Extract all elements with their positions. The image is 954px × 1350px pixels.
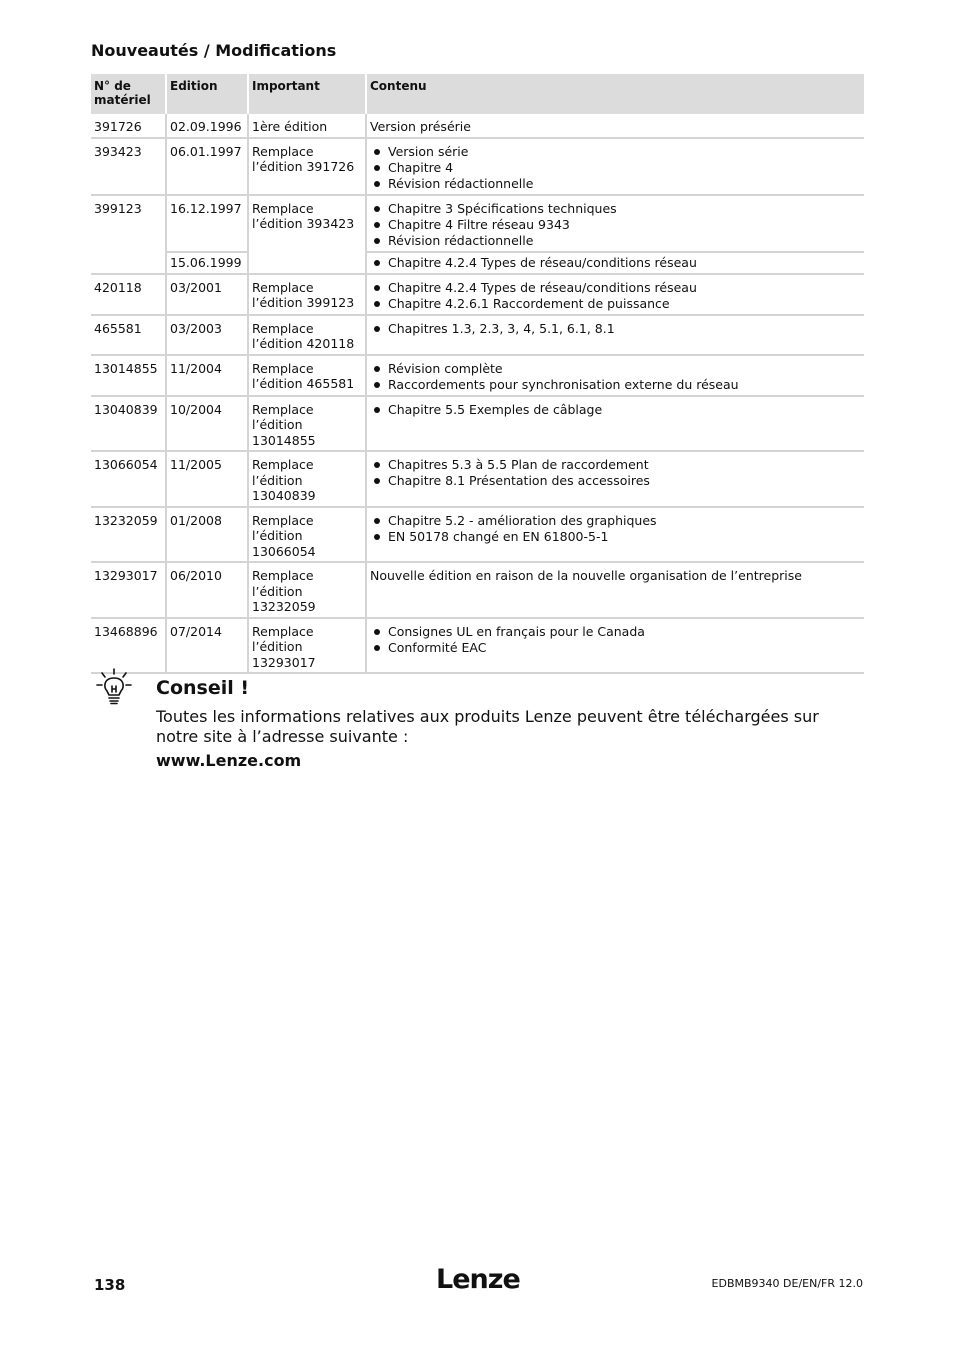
edition-cell: 03/2001 (167, 275, 249, 314)
bullet-item: EN 50178 changé en EN 61800-5-1 (370, 529, 861, 545)
content-text: Version présérie (370, 119, 471, 134)
bullet-item: Révision complète (370, 361, 861, 377)
content-cell (367, 114, 864, 137)
important-cell: Remplace l’édition 13066054 (249, 508, 367, 562)
header-material: N° de matériel (91, 74, 167, 114)
edition-cell: 10/2004 (167, 397, 249, 451)
content-cell (367, 397, 864, 451)
bullet-item: Chapitre 4 Filtre réseau 9343 (370, 217, 861, 233)
important-cell: Remplace l’édition 13293017 (249, 619, 367, 673)
lenze-logo: Lenze (436, 1264, 520, 1295)
bullet-list (370, 513, 861, 545)
bullet-list (370, 361, 861, 393)
content-cell (367, 275, 864, 314)
table-row (91, 196, 864, 275)
table-row (91, 452, 864, 508)
important-cell: Remplace l’édition 13232059 (249, 563, 367, 617)
material-number-cell: 399123 (91, 196, 167, 251)
edition-cell: 02.09.1996 (167, 114, 249, 137)
material-number-cell: 13232059 (91, 508, 167, 562)
bullet-item: Chapitres 5.3 à 5.5 Plan de raccordement (370, 457, 861, 473)
bullet-list (370, 624, 861, 656)
bullet-item: Chapitre 4.2.4 Types de réseau/conditions réseau (370, 255, 861, 271)
table-row-main (91, 508, 864, 564)
tip-text: Toutes les informations relatives aux produits Lenze peuvent être téléchargées sur notre site à l’adresse suivante : (156, 707, 819, 746)
bullet-item: Chapitres 1.3, 2.3, 3, 4, 5.1, 6.1, 8.1 (370, 321, 861, 337)
document-reference: EDBMB9340 DE/EN/FR 12.0 (711, 1277, 863, 1290)
material-number-cell: 13293017 (91, 563, 167, 617)
table-row (91, 356, 864, 397)
bullet-item: Chapitre 4 (370, 160, 861, 176)
content-cell (367, 619, 864, 673)
table-header-row (91, 74, 864, 114)
table-row (91, 397, 864, 453)
table-subrow (91, 251, 864, 275)
bullet-item: Chapitre 5.5 Exemples de câblage (370, 402, 861, 418)
lightbulb-icon (96, 668, 132, 706)
edition-cell: 16.12.1997 (167, 196, 249, 251)
table-row-main (91, 139, 864, 196)
important-cell: Remplace l’édition 393423 (249, 196, 367, 251)
edition-cell: 03/2003 (167, 316, 249, 354)
material-number-cell: 420118 (91, 275, 167, 314)
content-cell (367, 563, 864, 617)
edition-cell: 11/2005 (167, 452, 249, 506)
table-row (91, 275, 864, 316)
important-cell: Remplace l’édition 13040839 (249, 452, 367, 506)
important-cell: Remplace l’édition 391726 (249, 139, 367, 194)
table-row-main (91, 619, 864, 675)
bullet-item: Consignes UL en français pour le Canada (370, 624, 861, 640)
bullet-item: Conformité EAC (370, 640, 861, 656)
content-cell (367, 508, 864, 562)
lenze-website-link[interactable]: www.Lenze.com (156, 751, 302, 770)
important-cell: Remplace l’édition 399123 (249, 275, 367, 314)
table-row-main (91, 114, 864, 139)
content-cell (367, 452, 864, 506)
edition-cell: 06/2010 (167, 563, 249, 617)
edition-cell: 06.01.1997 (167, 139, 249, 194)
important-cell: Remplace l’édition 13014855 (249, 397, 367, 451)
table-row (91, 563, 864, 619)
table-row-main (91, 452, 864, 508)
header-important: Important (249, 74, 367, 114)
material-number-cell (91, 251, 167, 273)
page-number: 138 (94, 1276, 126, 1294)
important-cell (249, 251, 367, 273)
content-cell (367, 356, 864, 395)
table-row (91, 316, 864, 356)
bullet-list (370, 255, 861, 271)
bullet-item: Chapitre 5.2 - amélioration des graphiques (370, 513, 861, 529)
content-cell (367, 139, 864, 194)
bullet-item: Chapitre 8.1 Présentation des accessoires (370, 473, 861, 489)
material-number-cell: 465581 (91, 316, 167, 354)
material-number-cell: 13040839 (91, 397, 167, 451)
content-text: Nouvelle édition en raison de la nouvelle organisation de l’entreprise (370, 568, 802, 583)
material-number-cell: 391726 (91, 114, 167, 137)
edition-cell: 01/2008 (167, 508, 249, 562)
important-cell: Remplace l’édition 465581 (249, 356, 367, 395)
table-row (91, 114, 864, 139)
material-number-cell: 13014855 (91, 356, 167, 395)
edition-cell: 11/2004 (167, 356, 249, 395)
revision-table (91, 74, 864, 674)
edition-cell: 15.06.1999 (167, 251, 249, 273)
bullet-list (370, 402, 861, 418)
material-number-cell: 13066054 (91, 452, 167, 506)
bullet-list (370, 144, 861, 192)
bullet-item: Chapitre 4.2.4 Types de réseau/conditions réseau (370, 280, 861, 296)
table-body (91, 114, 864, 674)
important-cell: 1ère édition (249, 114, 367, 137)
bullet-item: Révision rédactionnelle (370, 176, 861, 192)
table-row-main (91, 563, 864, 619)
bullet-item: Version série (370, 144, 861, 160)
bullet-item: Révision rédactionnelle (370, 233, 861, 249)
header-edition: Edition (167, 74, 249, 114)
bullet-item: Chapitre 4.2.6.1 Raccordement de puissance (370, 296, 861, 312)
table-row (91, 139, 864, 196)
content-cell (367, 316, 864, 354)
content-cell (367, 251, 864, 273)
bullet-list (370, 201, 861, 249)
table-row (91, 508, 864, 564)
tip-title: Conseil ! (156, 677, 250, 699)
section-title: Nouveautés / Modifications (91, 41, 337, 60)
bullet-list (370, 457, 861, 489)
bullet-list (370, 280, 861, 312)
table-row-main (91, 397, 864, 453)
bullet-item: Chapitre 3 Spécifications techniques (370, 201, 861, 217)
material-number-cell: 393423 (91, 139, 167, 194)
table-row-main (91, 356, 864, 397)
table-row-main (91, 275, 864, 316)
bullet-list (370, 321, 861, 337)
header-content: Contenu (370, 79, 427, 93)
important-cell: Remplace l’édition 420118 (249, 316, 367, 354)
table-row-main (91, 196, 864, 251)
material-number-cell: 13468896 (91, 619, 167, 673)
table-row (91, 619, 864, 675)
content-cell (367, 196, 864, 251)
bullet-item: Raccordements pour synchronisation externe du réseau (370, 377, 861, 393)
table-row-main (91, 316, 864, 356)
edition-cell: 07/2014 (167, 619, 249, 673)
